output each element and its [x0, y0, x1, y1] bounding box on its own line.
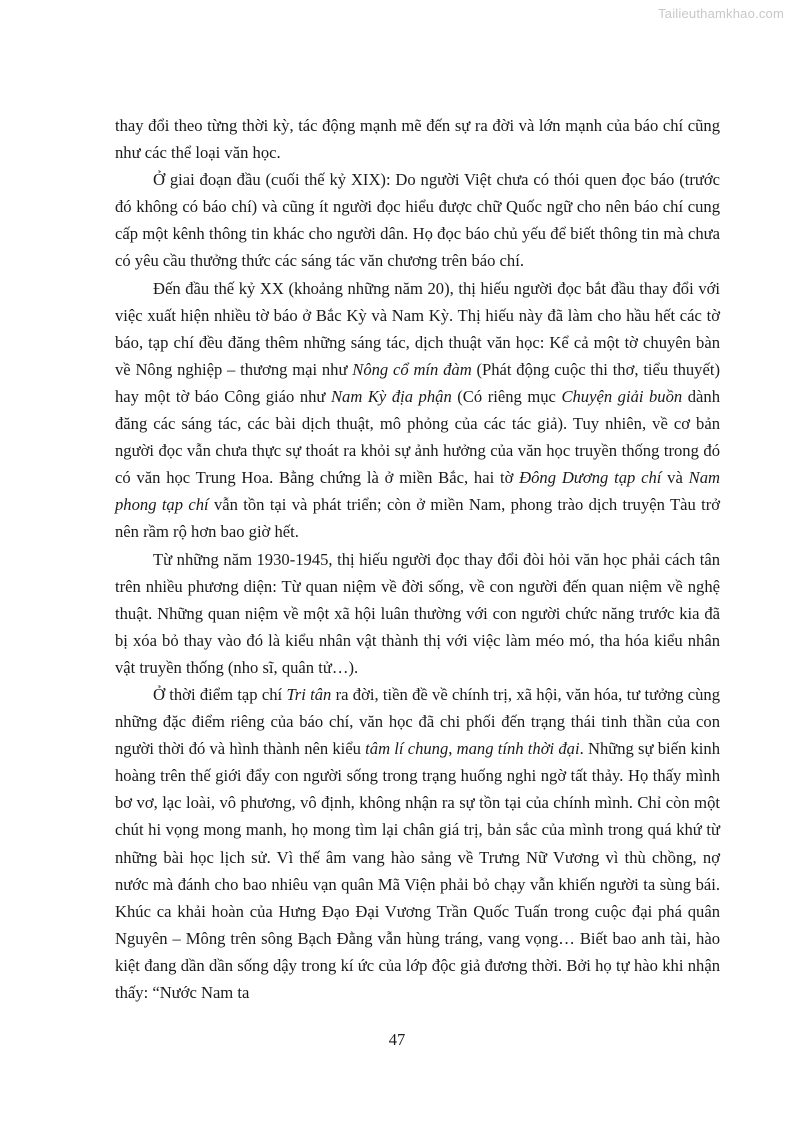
text-run: (Có riêng mục	[451, 386, 562, 406]
italic-title: Đông Dương tạp chí	[519, 468, 662, 488]
italic-title: Chuyện giải buồn	[561, 386, 683, 406]
text-run: ra đời, tiền đề về chính trị, xã hội, văn hóa, tư tưởng cùng những đặc điểm riêng của báo chí, văn học đã chi phối đến trạng thái tinh thần của con người thời đó và hình thành nên kiểu	[115, 684, 720, 759]
text-run: Từ những năm 1930-1945, thị hiếu người đọc thay đổi đòi hỏi văn học phải cách tân trên nhiều phương diện: Từ quan niệm về đời sống, về con người đến quan niệm về nghệ thuật. Những quan niệm về một xã hội luân thường với con người chức năng trước kia đã bị xóa bỏ thay vào đó là kiểu nhân vật thành thị với việc làm méo mó, tha hóa kiểu nhân vật truyền thống (nho sĩ, quân tử…).	[115, 549, 720, 677]
text-run: . Những sự biến kinh hoàng trên thế giới đẩy con người sống trong trạng huống nghi ngờ tất thảy. Họ thấy mình bơ vơ, lạc loài, vô phương, vô định, không nhận ra sự tồn tại của chính mình. Chỉ còn một chút hi vọng mong manh, họ mong tìm lại chân giá trị, bản sắc của mình trong quá khứ từ những bài học lịch sử. Vì thế âm vang hào sảng về Trưng Nữ Vương vì thù chồng, nợ nước mà đánh cho bao nhiêu vạn quân Mã Viện phải bỏ chạy vẫn khiến người ta sùng bái. Khúc ca khải hoàn của Hưng Đạo Đại Vương Trần Quốc Tuấn trong cuộc đại phá quân Nguyên – Mông trên sông Bạch Đằng vẫn hùng tráng, vang vọng… Biết bao anh tài, hào kiệt đang dần dần sống dậy trong kí ức của lớp độc giả đương thời. Bởi họ tự hào khi nhận thấy: “Nước Nam ta	[115, 739, 721, 1002]
paragraph	[115, 546, 720, 681]
italic-title: Nam phong tạp chí	[115, 468, 720, 515]
text-run: (Phát động cuộc thi thơ, tiểu thuyết) hay một tờ báo Công giáo như	[115, 359, 720, 406]
text-run: Ở thời điểm tạp chí	[153, 684, 287, 704]
italic-title: Nông cổ mín đàm	[352, 359, 472, 379]
italic-title: mang tính thời đại	[456, 739, 580, 759]
text-run: và	[661, 468, 689, 488]
italic-title: Tri tân	[286, 684, 332, 704]
paragraph	[115, 681, 720, 1006]
watermark-text: Tailieuthamkhao.com	[658, 6, 784, 21]
text-run: Ở giai đoạn đầu (cuối thế kỷ XIX): Do người Việt chưa có thói quen đọc báo (trước đó không có báo chí) và cũng ít người đọc hiểu được chữ Quốc ngữ cho nên báo chí cung cấp một kênh thông tin khác cho người dân. Họ đọc báo chủ yếu để biết thông tin mà chưa có yêu cầu thưởng thức các sáng tác văn chương trên báo chí.	[115, 170, 720, 271]
paragraph	[115, 112, 720, 166]
text-run: thay đổi theo từng thời kỳ, tác động mạnh mẽ đến sự ra đời và lớn mạnh của báo chí cũng như các thể loại văn học.	[115, 116, 720, 163]
paragraph	[115, 166, 720, 274]
italic-title: Nam Kỳ địa phận	[330, 386, 452, 406]
italic-title: tâm lí chung	[365, 739, 449, 759]
paragraph	[115, 275, 720, 546]
text-run: vẫn tồn tại và phát triển; còn ở miền Nam, phong trào dịch truyện Tàu trở nên rầm rộ hơn bao giờ hết.	[115, 495, 720, 542]
text-run: Đến đầu thế kỷ XX (khoảng những năm 20), thị hiếu người đọc bắt đầu thay đổi với việc xuất hiện nhiều tờ báo ở Bắc Kỳ và Nam Kỳ. Thị hiếu này đã làm cho hầu hết các tờ báo, tạp chí đều đăng thêm những sáng tác, dịch thuật văn học: Kể cả một tờ chuyên bàn về Nông nghiệp – thương mại như	[115, 278, 720, 379]
page-body-text	[115, 112, 720, 1006]
text-run: ,	[448, 739, 457, 759]
text-run: dành đăng các sáng tác, các bài dịch thuật, mô phỏng của các tác giả). Tuy nhiên, về cơ bản người đọc vẫn chưa thực sự thoát ra khỏi sự ảnh hưởng của văn học truyền thống trong đó có văn học Trung Hoa. Bằng chứng là ở miền Bắc, hai tờ	[115, 386, 720, 488]
page-number: 47	[388, 1030, 406, 1049]
